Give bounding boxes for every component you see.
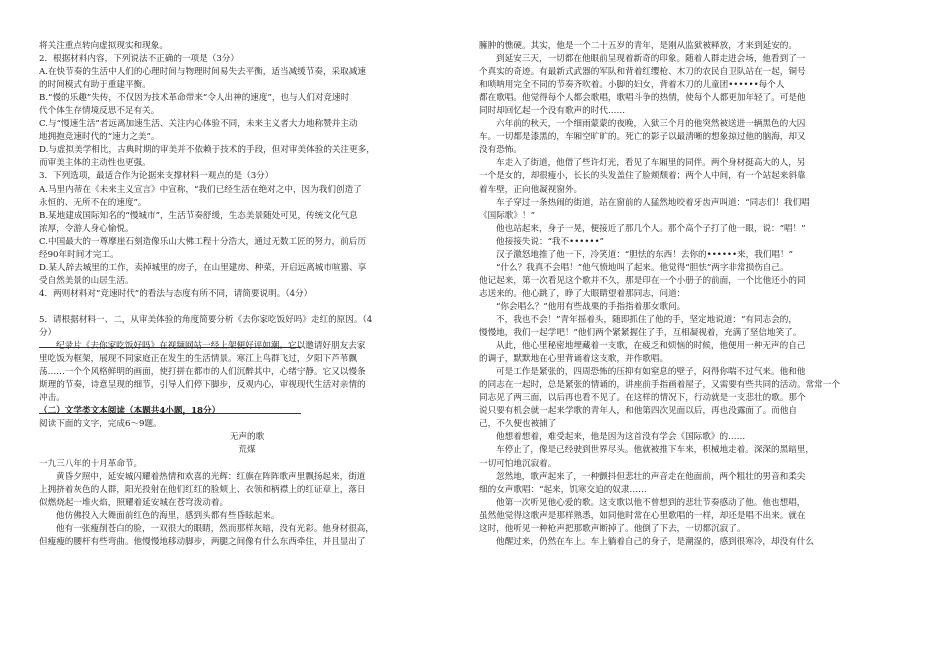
material-line: 斯理的节奏，诗意呈现的细节，引导人们停下脚步，反观内心，审视现代生活对亲情的 <box>39 380 366 391</box>
material-line: 纪录片《去你家吃饭好吗》在视频网站一经上架便好评如潮。它以邀请好朋友去家 <box>56 341 366 352</box>
story-line: 他有一张瘦削苍白的脸，一双很大的眼睛，然而那样灰暗，没有光彩。他身材很高， <box>56 523 374 534</box>
option-line: B.某地建成国际知名的“慢城市”，生活节奏舒缓，生态美景随处可见，传统文化气息 <box>39 210 358 221</box>
story-line: 忽然地，歌声起来了，一种颤抖但悲壮的声音走在他面前，两个粗壮的男音和柔尖 <box>496 471 806 482</box>
answer-line-top <box>39 347 301 348</box>
story-line: 志送来的。他心跳了，睁了大眼睛望着那同志，问道： <box>479 288 686 299</box>
story-line: 都在歌唱。他觉得每个人都会歌唱，歌唱斗争的热情，使每个人都更加年轻了。可是他 <box>479 93 806 104</box>
story-line: 慢慢地，我们一起学吧！”他们两个紧紧握住了手，互相凝视着，充满了坚信地笑了。 <box>479 328 802 339</box>
story-author: 荒煤 <box>238 445 256 456</box>
story-line: 他记起来，第一次看见这个歌并不久，那是印在一个小册子的前面，一个比他还小的同 <box>479 275 806 286</box>
story-line: 说只要有机会就一起来学歌的青年人，和他第四次见面以后，再也没露面了。而他自 <box>479 406 797 417</box>
story-line: 和唢呐用完全不同的节奏齐吹着。小脚的妇女，背着木刀的儿童团••••••每个人 <box>479 80 785 91</box>
option-line: 经90年时间才完工。 <box>39 249 119 260</box>
answer-line-bottom <box>39 413 301 414</box>
story-line: 他醒过来，仍然在车上。车上躺着自己的身子，是潮湿的，感到很寒冷，却没有什么 <box>496 536 814 547</box>
story-line: 臃肿的憔硬。其实，他是一个二十五岁的青年，是刚从监狱被释放，才来到延安的。 <box>479 41 797 51</box>
story-line: 同志见了两三面，以后再也看不见了。在这样的情况下，行动就是一支悲壮的歌。那个 <box>479 393 806 404</box>
option-line: 永恒的、无所不在的速度”。 <box>39 197 147 208</box>
story-line: 但瘦瘦的腰杆有些弯曲。他慢慢地移动脚步，两腿之间像有什么东西牵住，并且显出了 <box>39 536 366 547</box>
option-line: A.马里内蒂在《未来主义宣言》中宣称，“我们已经生活在绝对之中，因为我们创造了 <box>39 184 362 195</box>
story-line: 他仿佛投入大舞面前红色的海里，感到头都有些昏眩起来。 <box>56 510 280 521</box>
story-line: 黄昏夕照中，延安城闪耀着热情和欢喜的光辉：红旗在阵阵歌声里飘扬起来，街道 <box>56 471 366 482</box>
section-heading: （二）文学类文本阅读（本题共4小题，18分） <box>39 406 221 417</box>
answer-space <box>39 301 455 314</box>
story-line: 车子穿过一条热闹的街道，站在窗前的人猛然地咬着牙齿声叫道：“同志们！我们唱 <box>496 197 810 208</box>
story-line: 车。一切都是漆黑的，车厢空旷旷的。死亡的影子以最清晰的想象掠过他的脑海，却又 <box>479 132 806 143</box>
story-line: 己，不久便也被捕了 <box>479 419 557 430</box>
option-line: 而审美主体的主动性也更强。 <box>39 158 151 169</box>
story-line: “你会唱么？”他用有些战栗的手指指着那女歌问。 <box>496 301 686 312</box>
option-line: D.某人辞去城里的工作，卖掉城里的房子，在山里建房、种菜，开启远离城市喧嚣、享 <box>39 262 367 273</box>
story-line: 着车壁，正向他凝视窗外。 <box>479 184 583 195</box>
story-line: 他也站起来，身子一晃，便接近了那几个人。那个高个子打了他一眼，说：“唱！” <box>496 223 806 234</box>
story-line: 没有恐怖。 <box>479 145 522 156</box>
question-4: 4．两则材料对“竞速时代”的看法与态度有所不同，请简要说明。（4分） <box>39 288 313 299</box>
material-line: 荡……一个个风格鲜明的画面，使打拼在都市的人们沉醉其中，心绪宁静。它又以慢条 <box>39 367 366 378</box>
story-line: 的调子，默默地在心里背诵着这支歌，并作歌唱。 <box>479 354 669 365</box>
story-line: 上拥挤着灰色的人群，阳光投射在他们红红的脸颊上、衣领和柄襟上的红证章上，落日 <box>39 484 366 495</box>
option-line: 受自然美景的山居生活。 <box>39 275 134 286</box>
story-line: 他想着想着，难受起来，他是因为这首没有学会《国际歌》的…… <box>496 432 746 443</box>
option-line: B.“慢的乐趣”失传，不仅因为技术革命带来“令人出神的速度”，也与人们对竞速时 <box>39 93 350 104</box>
story-line: 的同志在一起时，总是紧张的情诵的，讲座前手指画着屋子，又需要有些共同的活动。常常一个 <box>479 380 840 391</box>
left-column <box>39 40 455 549</box>
story-title: 无声的歌 <box>229 432 265 443</box>
right-column <box>479 40 889 549</box>
story-line: 不，我也不会！”青年摇着头，随即抓住了他的手，坚定地说道：“有同志会的， <box>496 314 797 325</box>
story-line: 到延安三天，一切都在他眼前呈现着新奇的印象。随着人群走进会场，他看到了一 <box>496 54 806 65</box>
option-line: 地拥抱竞速时代的“速力之美”。 <box>39 132 160 143</box>
option-line: A.在快节奏的生活中人们的心理时间与物理时间易失去平衡，适当减缓节奏，采取减速 <box>39 67 366 78</box>
option-line: 的时间模式有助于重建平衡。 <box>39 80 151 91</box>
question-2: 2．根据材料内容，下列说法不正确的一项是（3分） <box>39 54 239 65</box>
story-line: 个真实的奇迹。有最新式武器的军队和背着红缨枪、木刀的农民自卫队站在一起，铜号 <box>479 67 806 78</box>
story-line: 细的女声歌唱：“起来，饥寒交迫的奴隶…… <box>479 484 647 495</box>
story-line: 从此，他心里秘密地埋藏着一支歌，在疲乏和烦恼的时候，他便用一种无声的自己 <box>496 341 806 352</box>
option-line: D.与虚拟美学相比，古典时期的审美并不依赖于技术的手段，但对审美体验的关注更多， <box>39 145 375 156</box>
story-line: 虽然他觉得这歌声是那样熟悉，如同他时常在心里歌唱的一样，却还是唱不出来。就在 <box>479 510 806 521</box>
story-line: 似燃烧起一堆火焰，照耀着延安城在苍穹泼动着。 <box>39 497 229 508</box>
story-line: 车停止了，像是已经驶到世界尽头。他就被推下车来，枳械地走着。深深的黑暗里， <box>496 445 814 456</box>
story-line: 他接接失说：“我不••••••” <box>496 236 604 247</box>
story-line: 一九三八年的十月革命节。 <box>39 458 143 469</box>
material-line: 冲击。 <box>39 393 65 404</box>
story-line: 车走入了街道，他借了些许灯光，看见了车厢里的同伴。两个身材挺高大的人，另 <box>496 158 806 169</box>
story-line: 《国际歌》！” <box>479 210 535 221</box>
option-line: C.中国最大的一尊摩崖石刻造像乐山大佛工程十分浩大，通过无数工匠的努力，前后历 <box>39 236 366 247</box>
story-line: 可是工作是紧张的，四周恐怖的压抑有如窒息的壁子，闷得你喘不过气来。他和他 <box>496 367 806 378</box>
question-5-cont: 分） <box>39 328 57 339</box>
story-line: 一个是女的，却很瘦小，长长的头发盖住了脸颊颓着；两个人中间，有一个站起来斜靠 <box>479 171 806 182</box>
option-line: 浓厚，令游人身心愉悦。 <box>39 223 134 234</box>
material-line: 里吃饭为框架，展现不同家庭正在发生的生活情景。寒江上鸟群飞过，夕阳下芦苇飘 <box>39 354 357 365</box>
question-5: 5．请根据材料一、二，从审美体验的角度简要分析《去你家吃饭好吗》走红的原因。（4 <box>39 314 373 325</box>
option-line: 代个体生存情境反思不足有关。 <box>39 106 160 117</box>
question-3: 3．下列选项，最适合作为论据来支撑材料一观点的是（3分） <box>39 171 274 182</box>
story-line: 他第一次听见他心爱的歌。这支歌以他不曾想到的悲壮节奏感动了他。他也想唱， <box>496 497 806 508</box>
story-line: 一切可怕地沉寂着。 <box>479 458 557 469</box>
instruction-line: 阅读下面的文字，完成6～9题。 <box>39 419 162 430</box>
text-line: 将关注重点转向虚拟现实和现象。 <box>39 41 168 51</box>
story-line: 汉子激怒地推了他一下，冷笑道：“胆怯的东西！去你的••••••来，我们唱！” <box>496 249 794 260</box>
option-line: C.与“慢速生活”者远离加速生活、关注内心体验不同，未来主义者大力地称赞并主动 <box>39 119 358 130</box>
story-line: 六年前的秋天，一个细雨蒙蒙的夜晚，入狱三个月的他突然被送进一辆黑色的大囚 <box>496 119 806 130</box>
story-line: “什么？我真不会唱！”他气愤地叫了起来。他觉得“胆怯”两字非常损伤自己。 <box>496 262 789 273</box>
story-line: 这时，他听见一种枪声把那歌声断掉了。他倒了下去，一切都沉寂了。 <box>479 523 746 534</box>
story-line: 同时却回忆起一个没有歌声的时代…… <box>479 106 626 117</box>
